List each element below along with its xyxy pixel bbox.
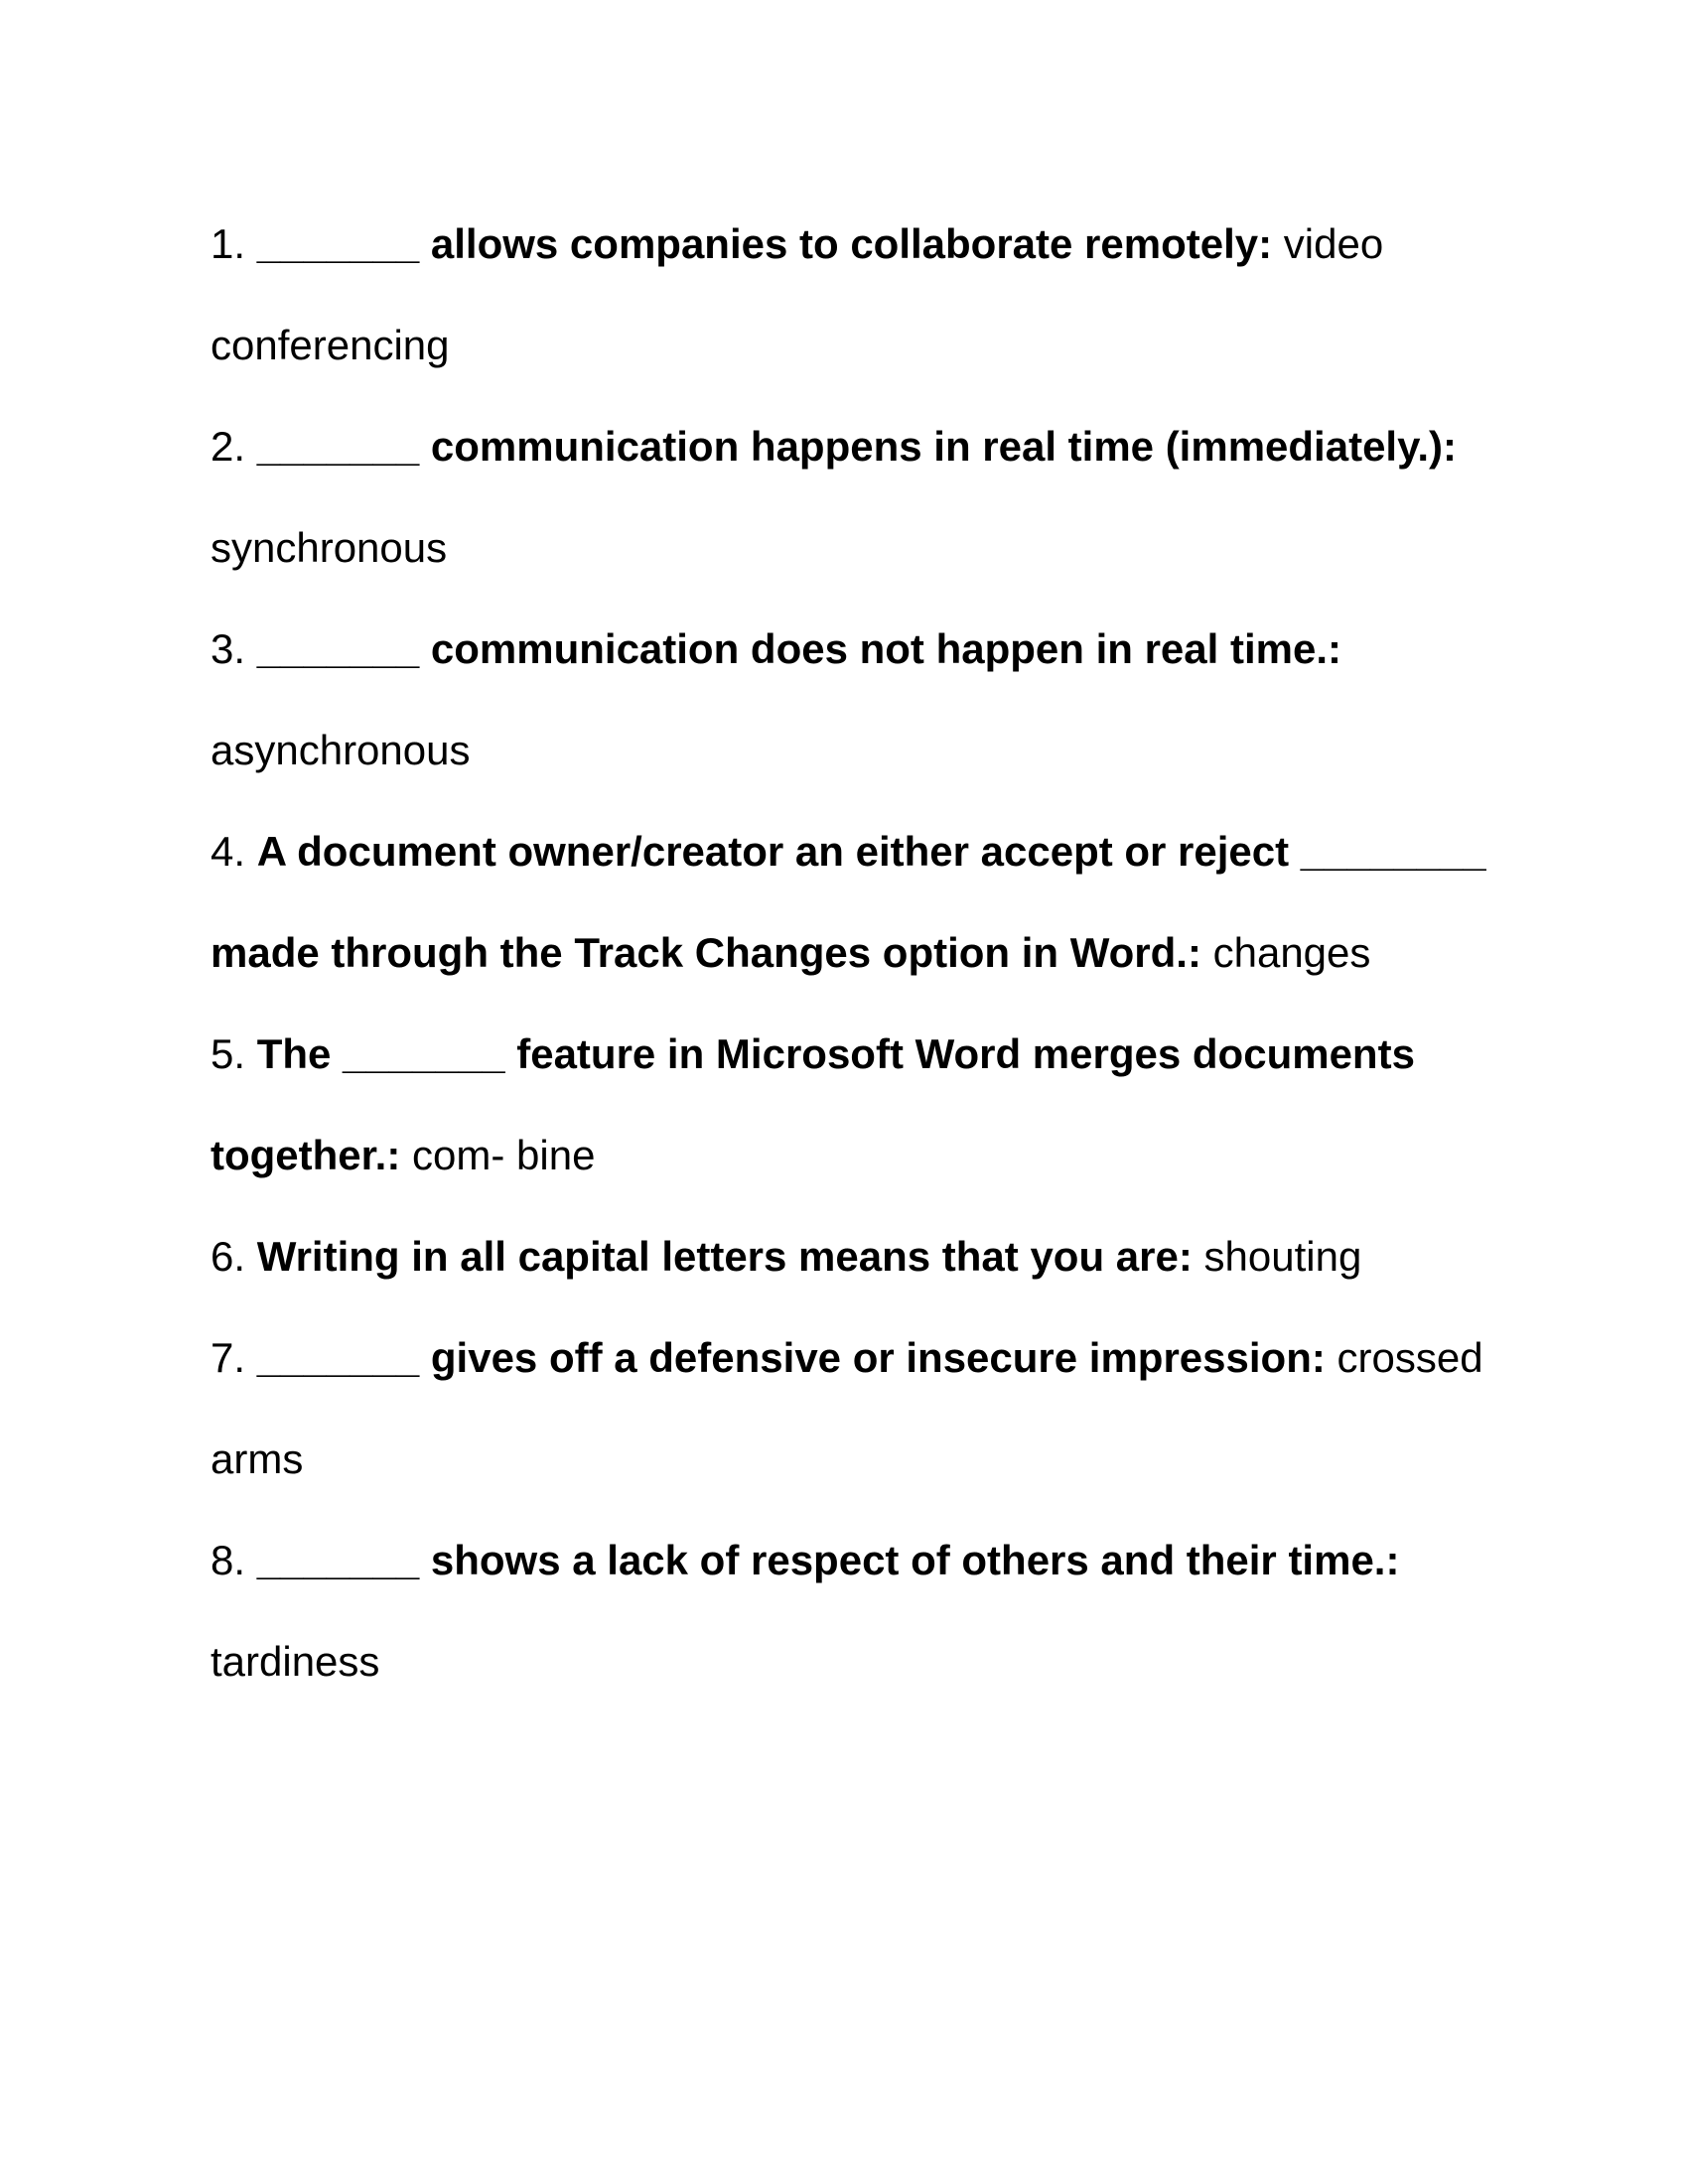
question-prompt: _______ communication does not happen in real time.: xyxy=(256,625,1341,672)
question-number: 6. xyxy=(211,1233,246,1280)
question-8 xyxy=(211,1510,1491,1712)
question-answer: crossed arms xyxy=(211,1334,1483,1482)
question-4 xyxy=(211,801,1491,1004)
question-number: 3. xyxy=(211,625,246,672)
question-prompt: _______ communication happens in real time (immediately.): xyxy=(256,423,1457,470)
question-prompt: A document owner/creator an either accept or reject ________ made through the Track Changes option in Word.: xyxy=(211,828,1486,976)
question-number: 7. xyxy=(211,1334,246,1381)
question-prompt: _______ gives off a defensive or insecure impression: xyxy=(256,1334,1326,1381)
question-prompt: _______ shows a lack of respect of others and their time.: xyxy=(256,1537,1400,1583)
question-5 xyxy=(211,1004,1491,1206)
question-2 xyxy=(211,396,1491,599)
question-7 xyxy=(211,1307,1491,1510)
question-answer: tardiness xyxy=(211,1638,380,1685)
question-prompt: The _______ feature in Microsoft Word merges documents together.: xyxy=(211,1030,1415,1178)
question-number: 1. xyxy=(211,220,246,267)
question-answer: changes xyxy=(1212,929,1371,976)
question-number: 5. xyxy=(211,1030,246,1077)
question-prompt: _______ allows companies to collaborate remotely: xyxy=(256,220,1273,267)
question-6 xyxy=(211,1206,1491,1307)
question-answer: com- bine xyxy=(412,1132,596,1178)
question-answer: video conferencing xyxy=(211,220,1384,368)
question-number: 8. xyxy=(211,1537,246,1583)
question-answer: asynchronous xyxy=(211,727,471,773)
question-number: 2. xyxy=(211,423,246,470)
question-answer: synchronous xyxy=(211,524,448,571)
question-1 xyxy=(211,194,1491,396)
question-number: 4. xyxy=(211,828,246,875)
question-answer: shouting xyxy=(1203,1233,1362,1280)
question-prompt: Writing in all capital letters means that you are: xyxy=(256,1233,1193,1280)
question-3 xyxy=(211,599,1491,801)
document-page xyxy=(211,194,1491,1712)
